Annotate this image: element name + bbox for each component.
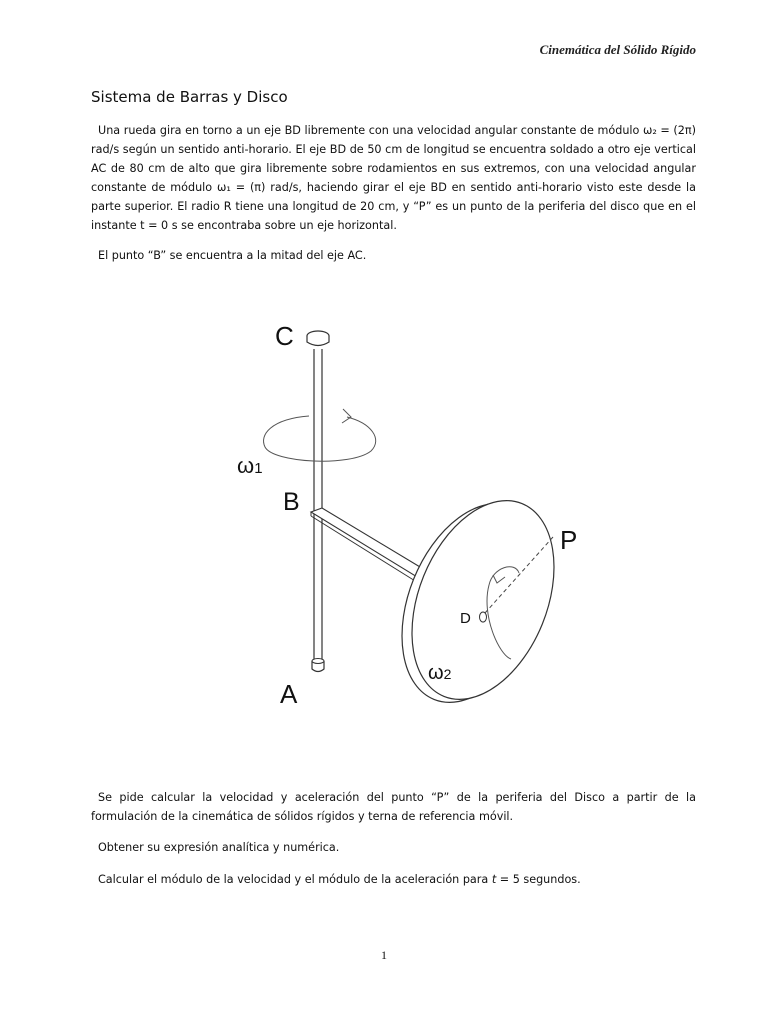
label-omega1-symbol: ω xyxy=(237,453,255,478)
omega1-symbol: ω₁ xyxy=(216,181,231,194)
vertical-shaft-ac xyxy=(307,331,329,672)
running-header: Cinemática del Sólido Rígido xyxy=(539,42,696,57)
mechanism-diagram xyxy=(231,305,597,725)
intro-text-a: Una rueda gira en torno a un eje BD libremente con una velocidad angular constante de módulo xyxy=(98,124,643,137)
arm-bd xyxy=(311,508,430,584)
label-p: P xyxy=(560,525,578,555)
disk xyxy=(375,480,582,724)
label-omega1 xyxy=(237,453,263,478)
obtain-text: Obtener su expresión analítica y numérica. xyxy=(98,841,340,854)
label-c: C xyxy=(275,321,294,351)
task-paragraph xyxy=(91,788,696,826)
label-omega2-subscript: 2 xyxy=(443,666,452,682)
task-text: Se pide calcular la velocidad y aceleración del punto “P” de la periferia del Disco a partir de la formulación de la cinemática de sólidos rígidos y terna de referencia móvil. xyxy=(91,791,696,823)
label-b: B xyxy=(283,488,300,516)
label-omega2 xyxy=(428,662,452,684)
page-number: 1 xyxy=(381,948,387,962)
intro-text-b: = (2π) rad/s según un sentido anti-horario. El eje BD de 50 cm de longitud se encuentra soldado a otro eje vertical AC de 80 cm de alto que gira libremente sobre rodamientos en sus extremos, con una velocidad angular constante de módulo xyxy=(91,124,696,194)
calc-text-a: Calcular el módulo de la velocidad y el módulo de la aceleración para xyxy=(98,873,492,886)
intro-text-c: = (π) rad/s, haciendo girar el eje BD en sentido anti-horario visto este desde la parte superior. El radio R tiene una longitud de 20 cm, y “P” es un punto de la periferia del disco que en el instante t = 0 s se encontraba sobre un eje horizontal. xyxy=(91,181,697,232)
label-omega1-subscript: 1 xyxy=(254,460,263,477)
section-title: Sistema de Barras y Disco xyxy=(91,88,288,106)
label-d: D xyxy=(460,610,471,627)
label-a: A xyxy=(280,679,298,709)
mechanism-figure xyxy=(231,305,597,725)
omega2-symbol: ω₂ xyxy=(642,124,657,137)
calculate-paragraph xyxy=(91,870,696,889)
point-b-paragraph xyxy=(91,246,696,265)
label-omega2-symbol: ω xyxy=(428,662,444,684)
calc-time-variable: t xyxy=(491,873,497,886)
omega1-rotation-arrow xyxy=(264,409,376,461)
point-b-text: El punto “B” se encuentra a la mitad del eje AC. xyxy=(98,249,367,262)
disk-center-point xyxy=(480,612,487,622)
problem-statement-paragraph xyxy=(91,121,696,235)
obtain-paragraph xyxy=(91,838,696,857)
calc-text-b: = 5 segundos. xyxy=(496,873,581,886)
